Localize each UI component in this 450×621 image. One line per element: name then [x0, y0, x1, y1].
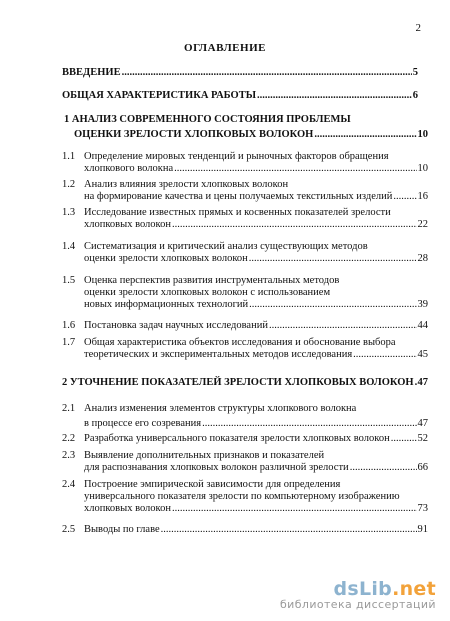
entry-text-line3: хлопковых волокон [84, 503, 171, 514]
entry-text-line1: Выявление дополнительных признаков и показателей [84, 450, 325, 461]
leader-dots [269, 320, 417, 332]
entry-page: 5 [412, 67, 418, 78]
entry-number: 2.4 [62, 479, 76, 490]
entry-text: ВВЕДЕНИЕ [62, 67, 121, 78]
toc-entry-2-2 [62, 433, 428, 445]
entry-text-line2: хлопкового волокна [84, 163, 174, 174]
entry-page: 66 [417, 462, 428, 473]
leader-dots [172, 219, 417, 231]
entry-text-line1: Определение мировых тенденций и рыночных факторов обращения [84, 151, 389, 162]
watermark-logo-text [280, 578, 436, 600]
entry-text-line1: Общая характеристика объектов исследования и обоснование выбора [84, 337, 396, 348]
entry-text-line2: универсального показателя зрелости по компьютерному изображению [84, 491, 400, 502]
toc-entry-1-7 [62, 337, 428, 361]
entry-page: 47 [417, 418, 428, 429]
entry-number: 1.3 [62, 207, 76, 218]
entry-text-line1: Построение эмпирической зависимости для определения [84, 479, 341, 490]
entry-page: 73 [417, 503, 428, 514]
entry-text-line1: Оценка перспектив развития инструментальных методов [84, 275, 340, 286]
entry-text-line2: в процессе его созревания [84, 418, 202, 429]
entry-text-line1: Разработка универсального показателя зрелости хлопковых волокон [84, 433, 390, 444]
leader-dots [353, 349, 416, 361]
leader-dots [249, 299, 416, 311]
leader-dots [391, 433, 417, 445]
toc-entry-1-6 [62, 320, 428, 332]
entry-page: 28 [417, 253, 428, 264]
leader-dots [415, 377, 417, 389]
entry-page: 47 [417, 377, 428, 388]
toc-entry-2-3 [62, 450, 428, 474]
watermark-logo [280, 578, 436, 611]
entry-number: 2.3 [62, 450, 76, 461]
toc-entry-1-5 [62, 275, 428, 311]
entry-number: 2.2 [62, 433, 76, 444]
entry-number: 2.1 [62, 403, 76, 414]
leader-dots [314, 127, 416, 142]
entry-page: 10 [417, 129, 428, 140]
leader-dots [350, 462, 417, 474]
leader-dots [172, 503, 417, 515]
entry-text-line1: Анализ изменения элементов структуры хлопкового волокна [84, 403, 357, 414]
entry-text-line2: для распознавания хлопковых волокон различной зрелости [84, 462, 349, 473]
entry-text-line2: хлопковых волокон [84, 219, 171, 230]
entry-number: 1.5 [62, 275, 76, 286]
entry-text-line1: Анализ влияния зрелости хлопковых волокон [84, 179, 289, 190]
entry-text-line1: Исследование известных прямых и косвенных показателей зрелости [84, 207, 391, 218]
entry-text-line3: новых информационных технологий [84, 299, 249, 310]
entry-text-line2: оценки зрелости хлопковых волокон с использованием [84, 287, 331, 298]
toc-entry-2-1 [62, 403, 428, 430]
entry-page: 44 [417, 320, 428, 331]
page-number: 2 [415, 22, 421, 34]
entry-page: 39 [417, 299, 428, 310]
toc-entry-1-2 [62, 179, 428, 203]
leader-dots [174, 163, 416, 175]
entry-text-line2: теоретических и экспериментальных методов исследования [84, 349, 353, 360]
entry-text-line2: ОЦЕНКИ ЗРЕЛОСТИ ХЛОПКОВЫХ ВОЛОКОН [74, 129, 314, 140]
entry-number: 1.7 [62, 337, 76, 348]
entry-number: 1.4 [62, 241, 76, 252]
leader-dots [161, 524, 417, 536]
toc-entry-2-5 [62, 524, 428, 536]
entry-page: 22 [417, 219, 428, 230]
entry-number: 1.6 [62, 320, 76, 331]
watermark-subtitle: библиотека диссертаций [279, 598, 436, 611]
leader-dots [393, 191, 416, 203]
entry-text-line2: на формирование качества и цены получаемых текстильных изделий [84, 191, 393, 202]
toc-title: ОГЛАВЛЕНИЕ [184, 42, 266, 54]
entry-page: 52 [417, 433, 428, 444]
toc-entry-chapter-1 [62, 112, 428, 142]
watermark-logo-main: dsLib [333, 578, 393, 600]
toc-entry-1-1 [62, 151, 428, 175]
entry-text-line1: Выводы по главе [84, 524, 160, 535]
entry-text-line1: Систематизация и критический анализ существующих методов [84, 241, 368, 252]
entry-page: 45 [417, 349, 428, 360]
entry-text-line1: 1 АНАЛИЗ СОВРЕМЕННОГО СОСТОЯНИЯ ПРОБЛЕМЫ [64, 114, 351, 125]
toc-entry-general [62, 90, 418, 102]
leader-dots [257, 90, 412, 102]
entry-page: 6 [412, 90, 418, 101]
leader-dots [249, 253, 417, 265]
entry-text: 2 УТОЧНЕНИЕ ПОКАЗАТЕЛЕЙ ЗРЕЛОСТИ ХЛОПКОВЫХ ВОЛОКОН [62, 377, 414, 388]
toc-entry-1-4 [62, 241, 428, 265]
leader-dots [202, 418, 416, 430]
toc-entry-2-4 [62, 479, 428, 515]
entry-number: 1.2 [62, 179, 76, 190]
leader-dots [122, 67, 412, 79]
entry-number: 1.1 [62, 151, 76, 162]
watermark-logo-accent: .net [392, 578, 436, 600]
entry-text: ОБЩАЯ ХАРАКТЕРИСТИКА РАБОТЫ [62, 90, 257, 101]
entry-page: 10 [417, 163, 428, 174]
entry-page: 91 [417, 524, 428, 535]
toc-entry-chapter-2 [62, 377, 428, 389]
toc-entry-intro [62, 67, 418, 79]
toc-entry-1-3 [62, 207, 428, 231]
entry-number: 2.5 [62, 524, 76, 535]
entry-text-line1: Постановка задач научных исследований [84, 320, 268, 331]
entry-page: 16 [417, 191, 428, 202]
entry-text-line2: оценки зрелости хлопковых волокон [84, 253, 248, 264]
